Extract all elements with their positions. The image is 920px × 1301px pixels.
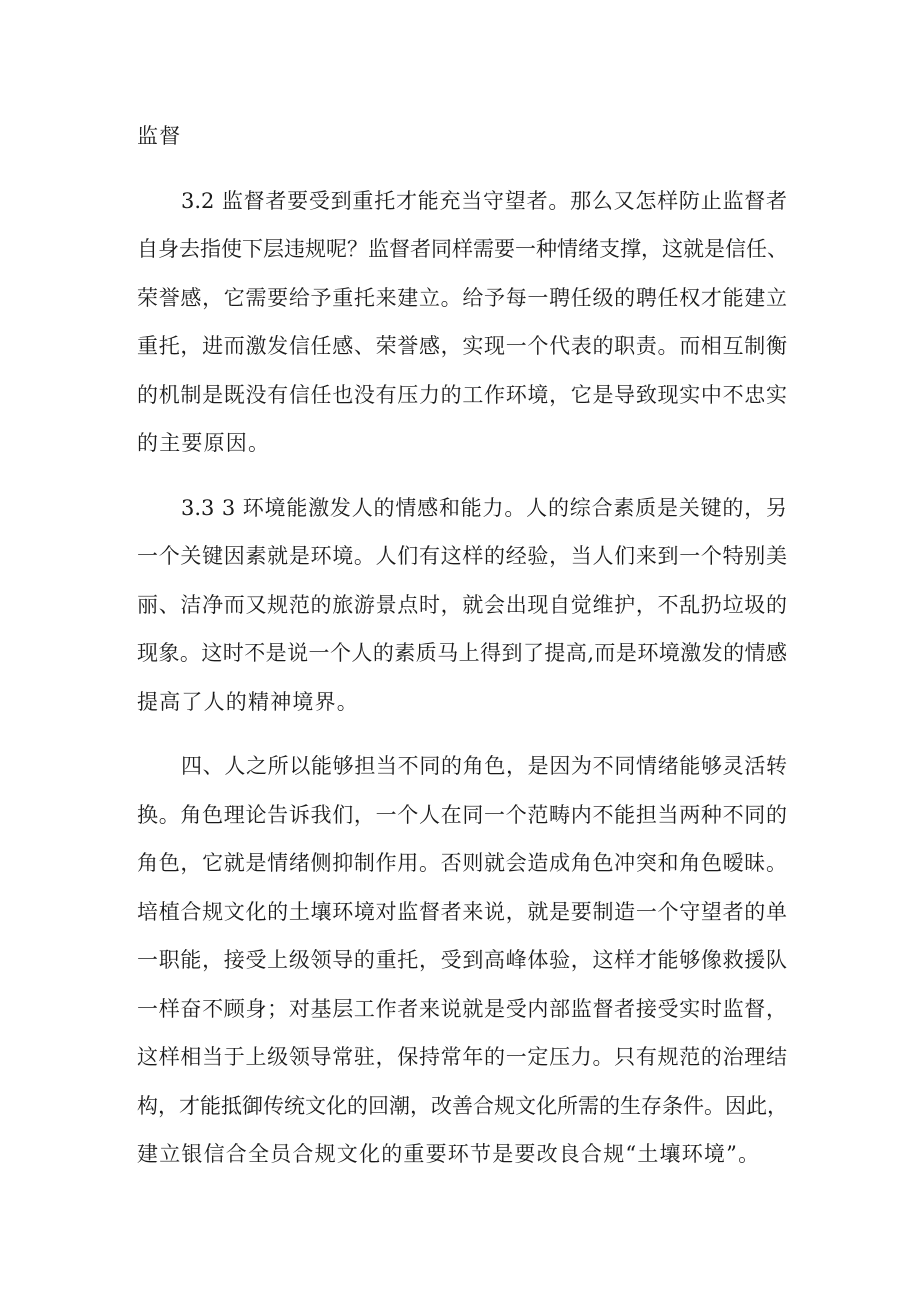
text-line: 现象。这时不是说一个人的素质马上得到了提高,而是环境激发的情感 <box>137 641 787 665</box>
text-line: 3.2 监督者要受到重托才能充当守望者。那么又怎样防止监督者 <box>181 188 787 213</box>
text-line: 监督 <box>137 124 182 148</box>
text-line: 3.3 3 环境能激发人的情感和能力。人的综合素质是关键的，另 <box>181 495 787 520</box>
text-line: 一样奋不顾身；对基层工作者来说就是受内部监督者接受实时监督， <box>137 996 787 1021</box>
text-line: 建立银信合全员合规文化的重要环节是要改良合规“土壤环境”。 <box>137 1142 761 1166</box>
text-line: 丽、洁净而又规范的旅游景点时，就会出现自觉维护，不乱扔垃圾的 <box>137 592 787 617</box>
text-line: 换。角色理论告诉我们，一个人在同一个范畴内不能担当两种不同的 <box>137 802 787 827</box>
document-body <box>137 112 787 1179</box>
paragraph-4 <box>137 742 787 1179</box>
text-line: 一个关键因素就是环境。人们有这样的经验，当人们来到一个特别美 <box>137 544 787 568</box>
text-line: 的主要原因。 <box>137 431 271 455</box>
text-line: 的机制是既没有信任也没有压力的工作环境，它是导致现实中不忠实 <box>137 382 787 407</box>
text-line: 重托，进而激发信任感、荣誉感，实现一个代表的职责。而相互制衡 <box>137 334 787 358</box>
text-line: 这样相当于上级领导常驻，保持常年的一定压力。只有规范的治理结 <box>137 1045 787 1069</box>
text-line: 四、人之所以能够担当不同的角色，是因为不同情绪能够灵活转 <box>181 754 787 778</box>
text-line: 荣誉感，它需要给予重托来建立。给予每一聘任级的聘任权才能建立 <box>137 285 787 310</box>
text-line: 角色，它就是情绪侧抑制作用。否则就会造成角色冲突和角色暧昧。 <box>137 851 787 875</box>
paragraph-3-2 <box>137 177 787 468</box>
text-line: 构，才能抵御传统文化的回潮，改善合规文化所需的生存条件。因此， <box>137 1093 788 1118</box>
text-line: 培植合规文化的土壤环境对监督者来说，就是要制造一个守望者的单 <box>137 899 787 924</box>
text-line: 提高了人的精神境界。 <box>137 689 359 714</box>
text-line: 自身去指使下层违规呢？监督者同样需要一种情绪支撑，这就是信任、 <box>137 237 788 261</box>
text-line: 一职能，接受上级领导的重托，受到高峰体验，这样才能够像救援队 <box>137 948 787 972</box>
paragraph-3-3 <box>137 484 787 727</box>
